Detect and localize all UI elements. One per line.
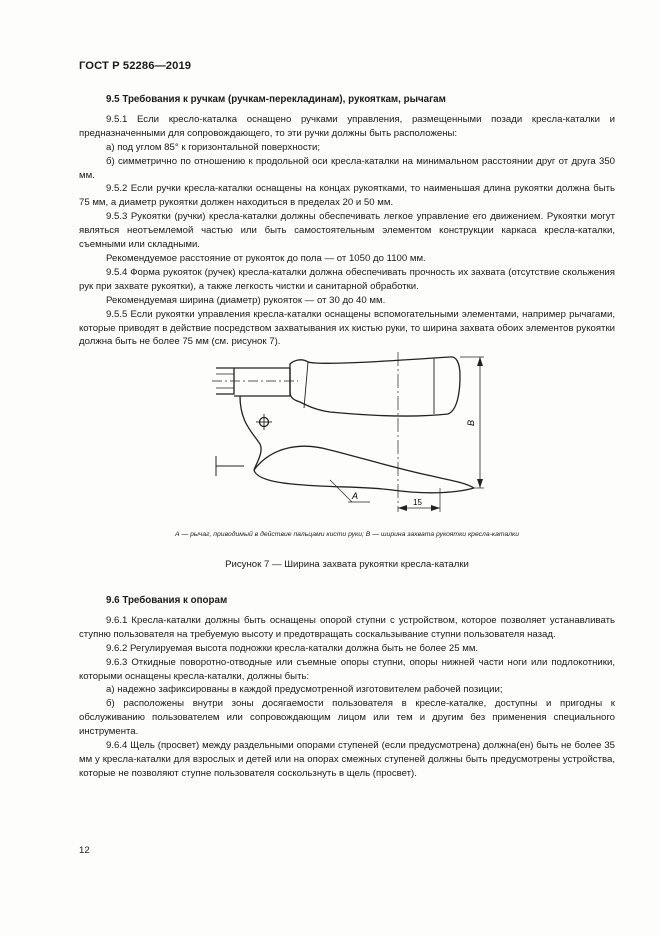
figure-legend: А — рычаг, приводимый в действие пальцами кисти руки; B — ширина захвата рукоятки кресла-каталки	[174, 531, 520, 538]
list-item: а) под углом 85° к горизонтальной поверхности;	[106, 141, 321, 153]
section-9-5	[79, 93, 615, 349]
section-heading: 9.6 Требования к опорам	[106, 595, 228, 606]
paragraph: 9.6.1 Кресла-каталки должны быть оснащены опорой ступни с устройством, которое позволяет устанавливать ступню пользователя на требуемую высоту и предотвращать соскальзывание ступни пользователя назад.	[79, 614, 615, 640]
paragraph: Рекомендуемое расстояние от рукояток до пола — от 1050 до 1100 мм.	[106, 252, 426, 264]
standard-header: ГОСТ Р 52286—2019	[79, 60, 192, 72]
handle-drawing	[212, 352, 502, 524]
grip-outline	[290, 357, 460, 416]
label-a: А	[352, 491, 359, 501]
list-item: б) расположены внутри зоны досягаемости пользователя в кресле-каталке, доступны и пригодны к обслуживанию пользователем или сопровождающим лицом или тем и другим без применения специального инструмента.	[79, 698, 615, 738]
list-item: б) симметрично по отношению к продольной оси кресла-каталки на минимальном расстоянии друг от друга 350 мм.	[79, 155, 615, 181]
label-b: B	[466, 419, 476, 426]
lever-upper-edge	[254, 446, 474, 488]
section-9-6	[79, 594, 615, 781]
tube-body	[234, 368, 290, 396]
figure-title: Рисунок 7 — Ширина захвата рукоятки кресла-каталки	[225, 559, 469, 570]
paragraph: 9.6.4 Щель (просвет) между раздельными опорами ступеней (если предусмотрена) должна(ен) быть не более 35 мм у кресла-каталки для взрослых и детей или на опорах смежных ступеней должны быть предусмотрены устройства, которые не позволяют ступне пользователя соскользнуть в щель (просвет).	[79, 740, 615, 779]
list-item: а) надежно зафиксированы в каждой предусмотренной изготовителем рабочей позиции;	[106, 684, 503, 696]
paragraph: 9.5.4 Форма рукояток (ручек) кресла-каталки должна обеспечивать прочность их захвата (отсутствие скольжения рук при захвате рукоятки), а также легкость чистки и санитарной обработки.	[79, 266, 615, 292]
page-number: 12	[79, 845, 90, 856]
paragraph: 9.5.5 Если рукоятки управления кресла-каталки оснащены вспомогательными элементами, например рычагами, которые приводят в действие посредством захватывания их кистью руки, то ширина захвата обоих элементов рукоятки должна быть не более 75 мм (см. рисунок 7).	[79, 308, 615, 348]
paragraph: Рекомендуемая ширина (диаметр) рукояток — от 30 до 40 мм.	[106, 294, 386, 306]
lever-left-edge	[240, 396, 261, 470]
paragraph: 9.6.3 Откидные поворотно-отводные или съемные опоры ступни, опоры нижней части ноги или подлокотники, которыми оснащены кресла-каталки, должны быть:	[79, 656, 615, 682]
paragraph: 9.5.1 Если кресло-каталка оснащено ручками управления, размещенными позади кресла-каталки и предназначенными для сопровождающего, то эти ручки должны быть расположены:	[79, 113, 615, 139]
section-heading: 9.5 Требования к ручкам (ручкам-перекладинам), рукояткам, рычагам	[106, 94, 446, 105]
paragraph: 9.5.3 Рукоятки (ручки) кресла-каталки должны обеспечивать легкое управление его движением. Рукоятки могут являться неотъемлемой частью или быть самостоятельным элементом конструкции каркаса кресла-каталки, съемными или складными.	[79, 211, 615, 251]
paragraph: 9.6.2 Регулируемая высота подножки кресла-каталки должна быть не более 25 мм.	[106, 642, 479, 654]
dimension-15: 15	[413, 498, 422, 507]
lever-lower-edge	[254, 470, 474, 493]
paragraph: 9.5.2 Если ручки кресла-каталки оснащены на концах рукоятками, то наименьшая длина рукоятки должна быть 75 мм, а диаметр рукоятки должен находиться в пределах 20 и 50 мм.	[79, 183, 615, 209]
